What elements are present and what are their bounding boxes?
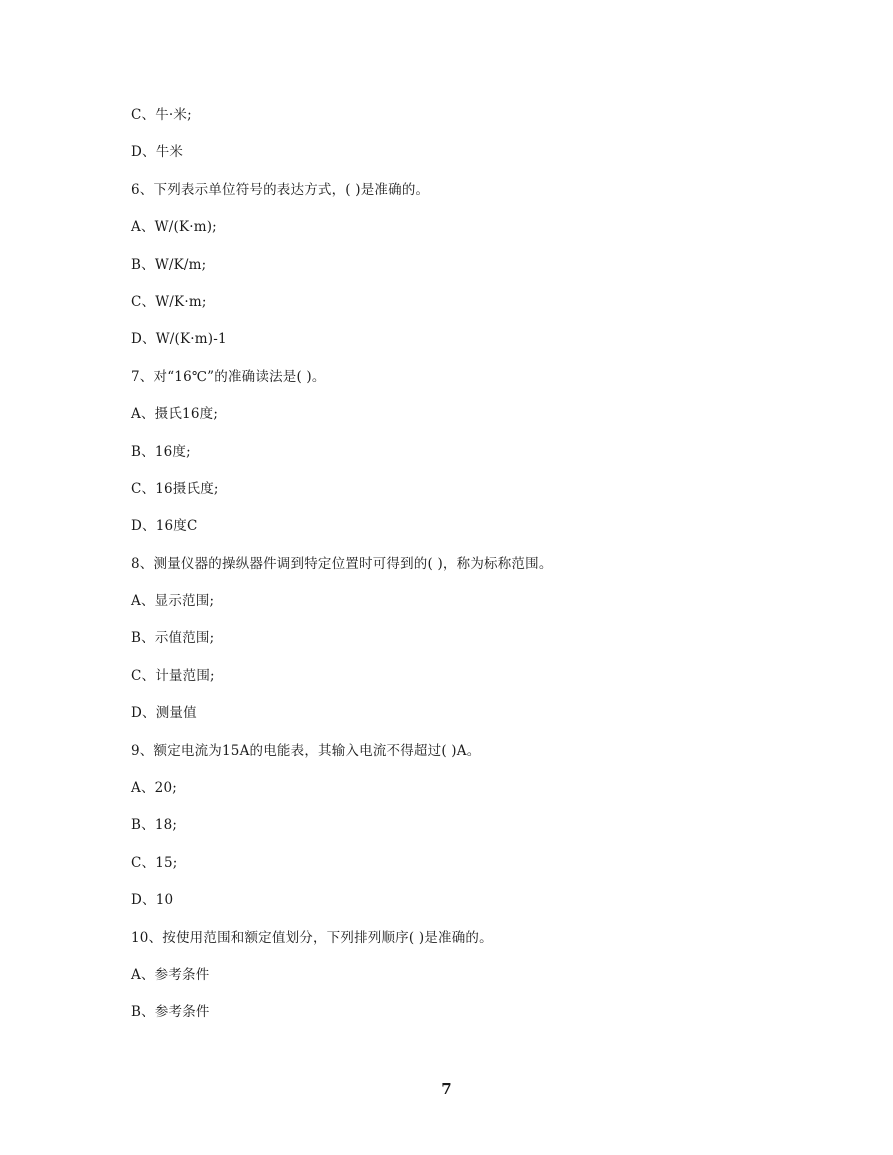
option-a-q10: A、参考条件 <box>131 966 210 983</box>
option-b-q9: B、18; <box>131 817 178 834</box>
question-6: 6、下列表示单位符号的表达方式，( )是准确的。 <box>131 181 430 198</box>
option-d-q6: D、W/(K·m)-1 <box>131 331 227 348</box>
question-10: 10、按使用范围和额定值划分，下列排列顺序( )是准确的。 <box>131 929 493 946</box>
option-a-q8: A、显示范围; <box>131 593 215 610</box>
option-c-q7: C、16摄氏度; <box>131 480 219 497</box>
option-a-q9: A、20; <box>131 780 177 797</box>
page-number: 7 <box>441 1080 452 1098</box>
question-9: 9、额定电流为15A的电能表，其输入电流不得超过( )A。 <box>131 742 481 759</box>
option-c-q9: C、15; <box>131 854 178 871</box>
option-c-q8: C、计量范围; <box>131 667 215 684</box>
option-b-q6: B、W/K/m; <box>131 256 207 273</box>
option-a-q7: A、摄氏16度; <box>131 406 219 423</box>
option-d-q9: D、10 <box>131 892 174 909</box>
option-b-q7: B、16度; <box>131 443 191 460</box>
option-d-q5: D、牛米 <box>131 144 184 161</box>
option-b-q8: B、示值范围; <box>131 630 215 647</box>
question-7: 7、对“16℃”的准确读法是( )。 <box>131 368 326 385</box>
question-8: 8、测量仪器的操纵器件调到特定位置时可得到的( )，称为标称范围。 <box>131 555 553 572</box>
option-c-q5: C、牛·米; <box>131 107 192 123</box>
option-c-q6: C、W/K·m; <box>131 293 207 310</box>
option-d-q8: D、测量值 <box>131 705 197 722</box>
option-a-q6: A、W/(K·m); <box>131 219 217 236</box>
question-list <box>131 104 771 1039</box>
option-d-q7: D、16度C <box>131 518 198 535</box>
option-b-q10: B、参考条件 <box>131 1004 210 1021</box>
